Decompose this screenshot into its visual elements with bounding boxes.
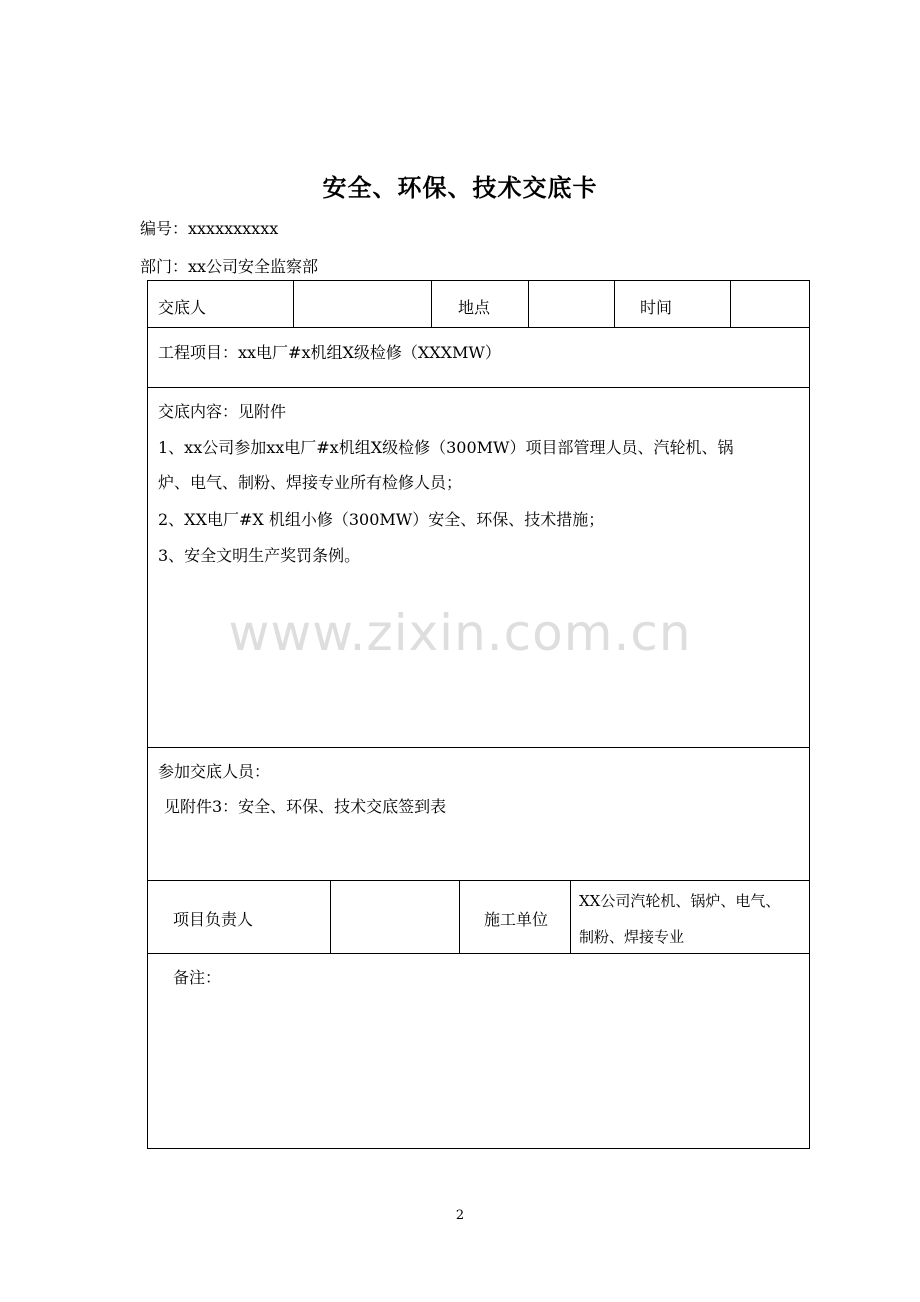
column-divider	[528, 281, 529, 327]
page-number: 2	[455, 1208, 465, 1223]
briefer-label: 交底人	[158, 298, 207, 317]
row-divider	[148, 327, 809, 328]
content-line: 炉、电气、制粉、焊接专业所有检修人员；	[158, 473, 463, 492]
column-divider	[431, 281, 432, 327]
content-line: 1、xx公司参加xx电厂#x机组X级检修（300MW）项目部管理人员、汽轮机、锅	[158, 438, 734, 457]
watermark: www.zixin.com.cn	[228, 604, 692, 662]
row-divider	[148, 387, 809, 388]
department: 部门：xx公司安全监察部	[140, 257, 319, 276]
content-line: 3、安全文明生产奖罚条例。	[158, 546, 361, 565]
document-code: 编号：xxxxxxxxxx	[140, 219, 279, 238]
column-divider	[614, 281, 615, 327]
remarks-label: 备注：	[173, 968, 222, 987]
participants-detail: 见附件3：安全、环保、技术交底签到表	[164, 797, 447, 816]
construction-unit-value: 制粉、焊接专业	[579, 928, 685, 946]
column-divider	[330, 880, 331, 953]
project-leader-label: 项目负责人	[173, 910, 254, 929]
project-line: 工程项目：xx电厂#x机组X级检修（XXXMW）	[158, 343, 501, 362]
participants-heading: 参加交底人员：	[158, 762, 271, 781]
column-divider	[459, 880, 460, 953]
column-divider	[730, 281, 731, 327]
construction-unit-value: XX公司汽轮机、锅炉、电气、	[579, 892, 781, 910]
row-divider	[148, 953, 809, 954]
location-label: 地点	[458, 298, 491, 317]
construction-unit-label: 施工单位	[484, 910, 549, 929]
briefing-card-table	[147, 280, 810, 1149]
document-title: 安全、环保、技术交底卡	[322, 173, 598, 202]
row-divider	[148, 747, 809, 748]
content-heading: 交底内容：见附件	[158, 402, 287, 421]
column-divider	[570, 880, 571, 953]
content-line: 2、XX电厂#X 机组小修（300MW）安全、环保、技术措施；	[158, 510, 605, 529]
time-label: 时间	[640, 298, 673, 317]
column-divider	[293, 281, 294, 327]
row-divider	[148, 880, 809, 881]
